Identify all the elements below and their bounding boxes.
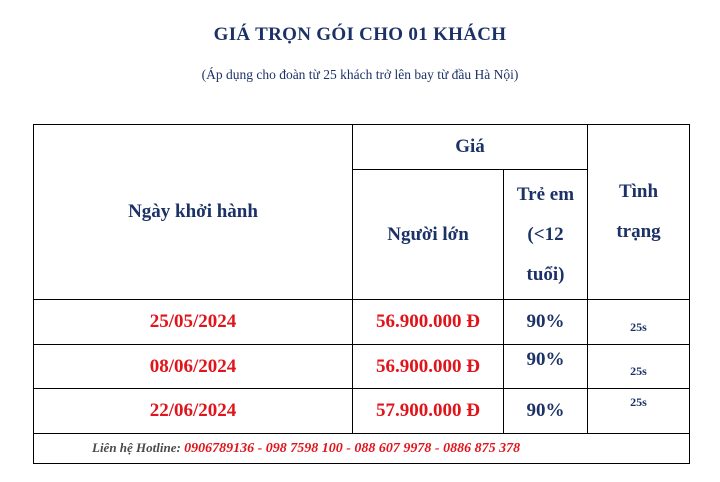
header-status xyxy=(588,125,690,300)
hotline-numbers[interactable]: 0906789136 - 098 7598 100 - 088 607 9978 - 0886 875 378 xyxy=(184,441,521,456)
page-subtitle: (Áp dụng cho đoàn từ 25 khách trở lên bay từ đầu Hà Nội) xyxy=(201,67,519,82)
child-percent-cell: 90% xyxy=(504,345,588,389)
departure-date-cell: 25/05/2024 xyxy=(34,300,353,345)
adult-price-cell: 57.900.000 Đ xyxy=(353,389,504,434)
header-departure-date: Ngày khởi hành xyxy=(34,125,353,300)
header-adult: Người lớn xyxy=(353,170,504,300)
status-cell: 25s xyxy=(588,300,690,345)
adult-price-cell: 56.900.000 Đ xyxy=(353,300,504,345)
departure-date-cell: 08/06/2024 xyxy=(34,345,353,389)
header-price: Giá xyxy=(353,125,588,170)
hotline-row xyxy=(34,434,690,464)
header-child xyxy=(504,170,588,300)
status-cell: 25s xyxy=(588,389,690,434)
header-child-label: Trẻ em (<12 tuổi) xyxy=(516,183,575,285)
departure-date-cell: 22/06/2024 xyxy=(34,389,353,434)
hotline-label: Liên hệ Hotline: xyxy=(92,440,185,455)
price-table xyxy=(33,124,690,464)
table-row xyxy=(34,389,690,434)
adult-price-cell: 56.900.000 Đ xyxy=(353,345,504,389)
header-status-label: Tình trạng xyxy=(616,181,661,242)
child-percent-cell: 90% xyxy=(504,300,588,345)
page-title: GIÁ TRỌN GÓI CHO 01 KHÁCH xyxy=(213,24,507,45)
table-row xyxy=(34,300,690,345)
table-row xyxy=(34,345,690,389)
hotline-cell xyxy=(34,434,690,464)
status-cell: 25s xyxy=(588,345,690,389)
child-percent-cell: 90% xyxy=(504,389,588,434)
